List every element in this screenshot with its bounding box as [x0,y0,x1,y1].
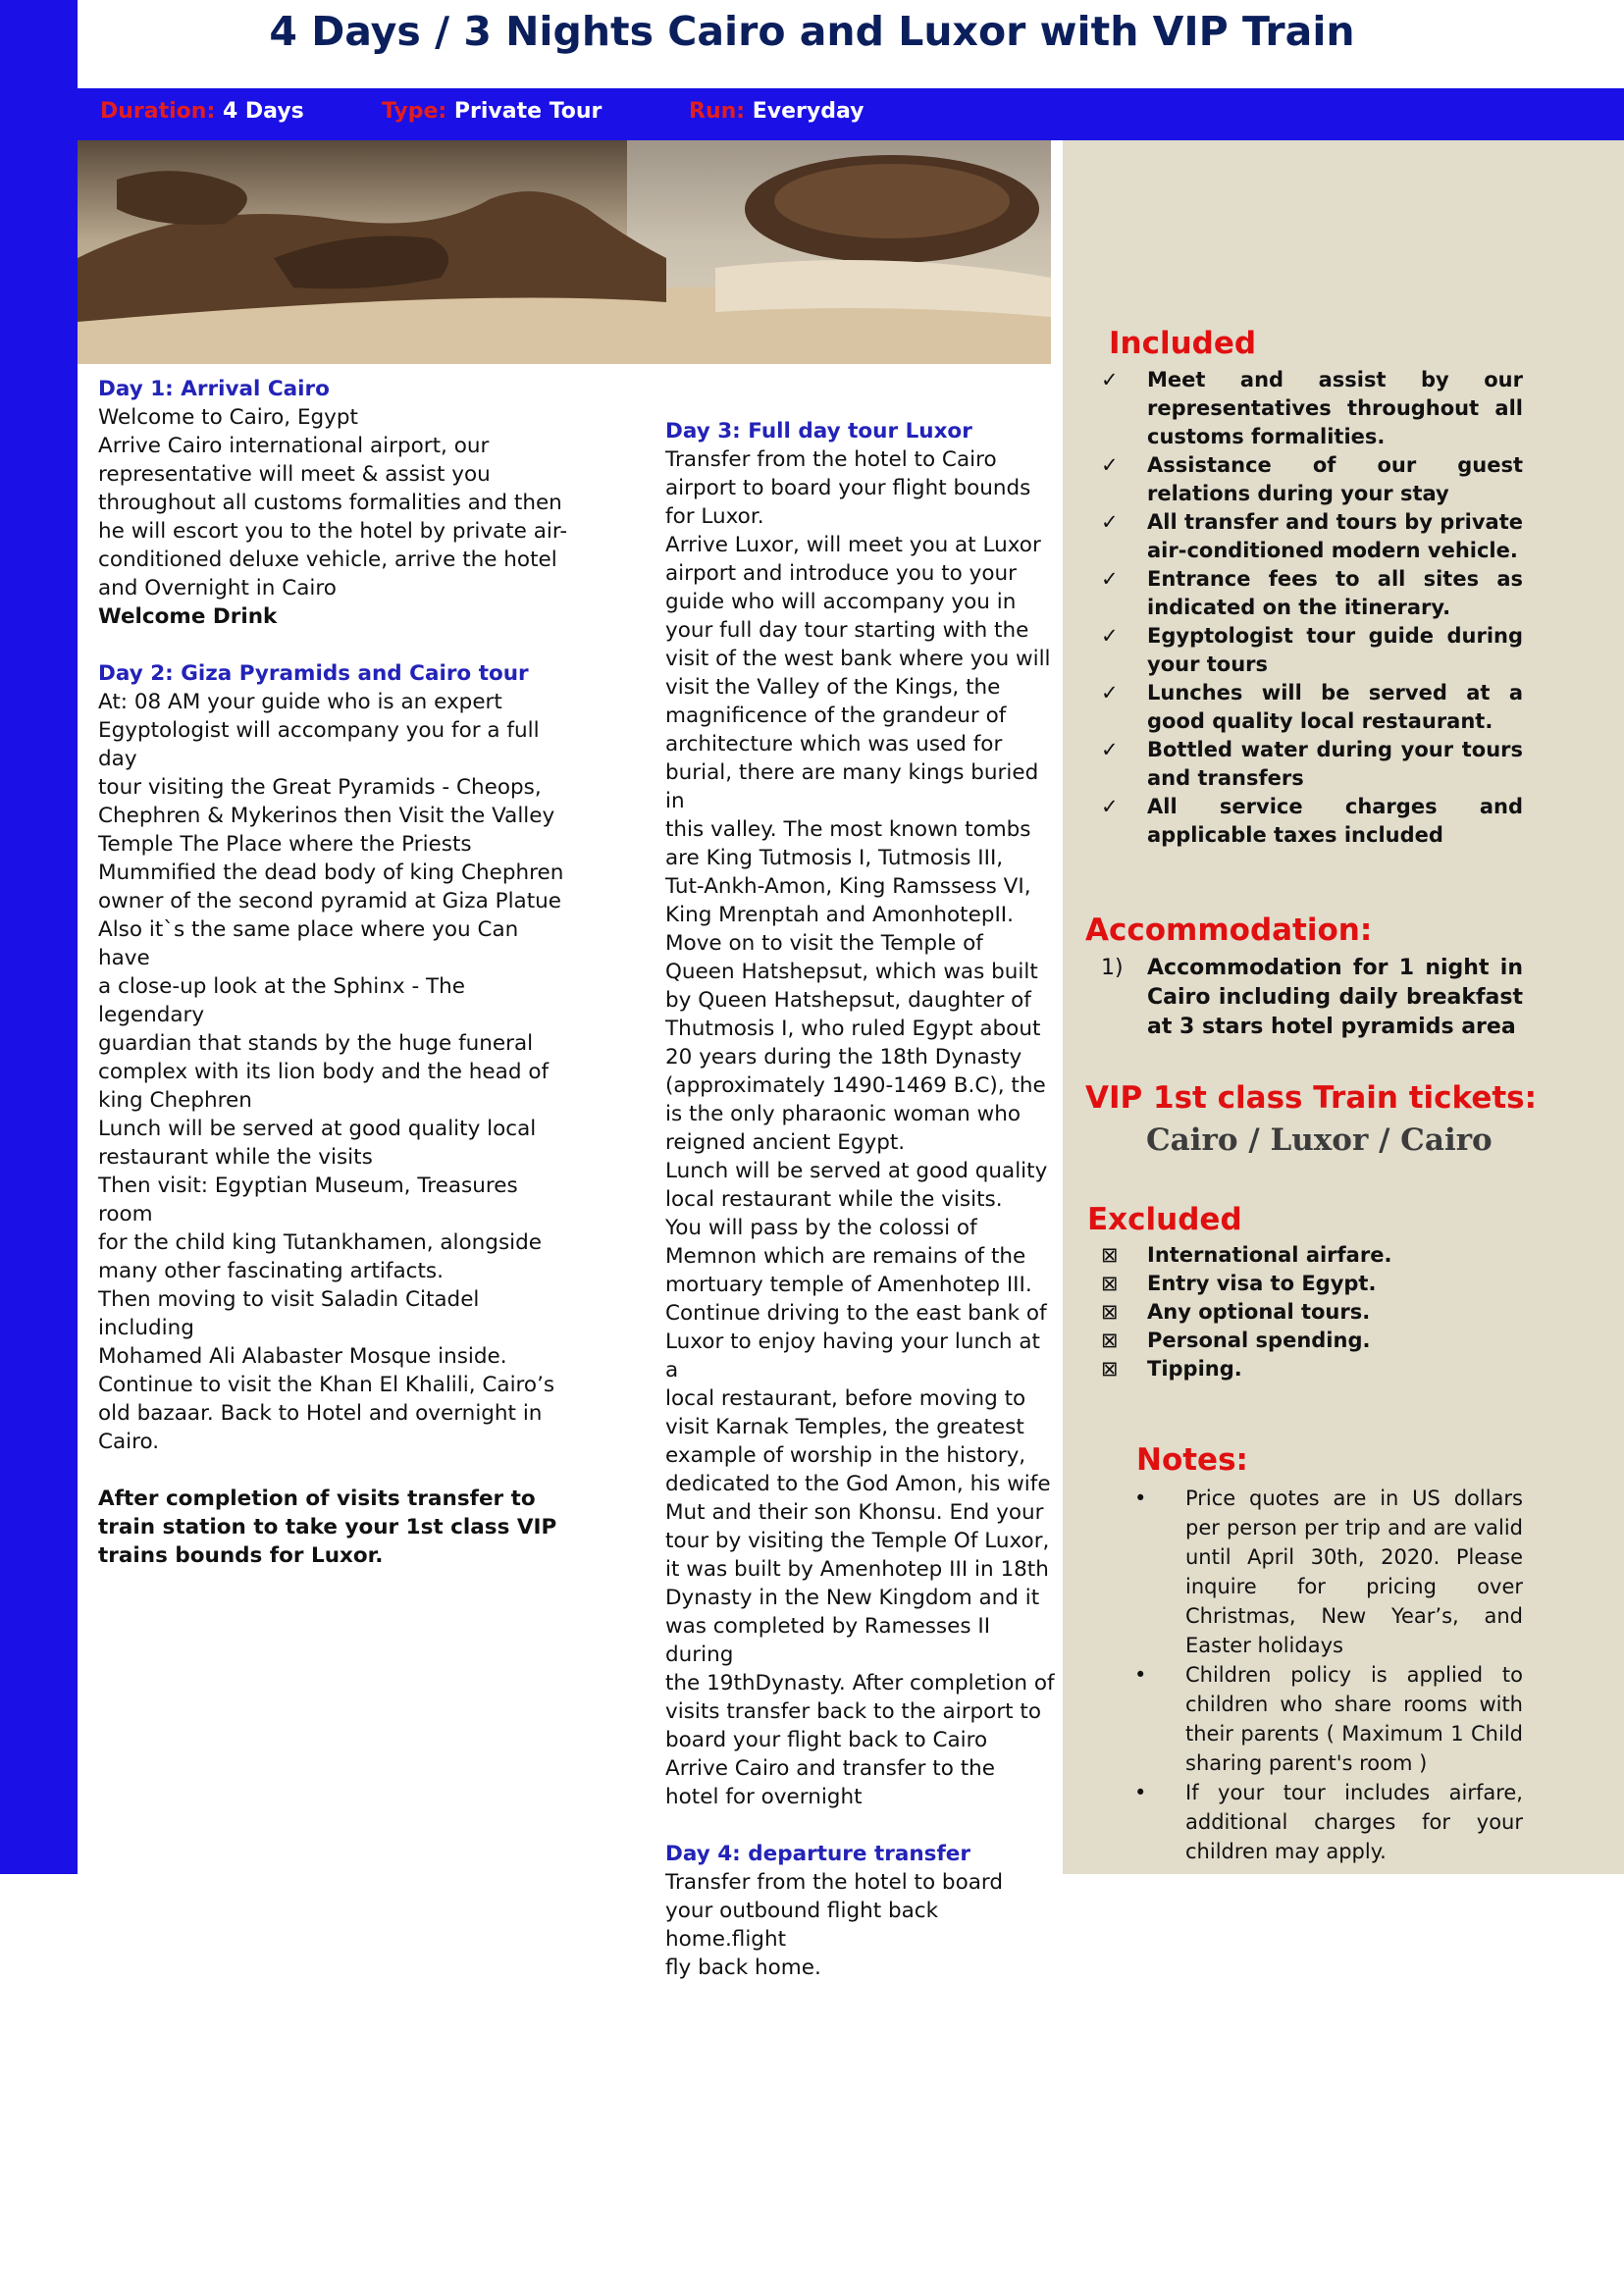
day1-line: throughout all customs formalities and then [98,491,562,515]
run-value: Everyday [752,99,864,124]
train-route: Cairo / Luxor / Cairo [1146,1122,1493,1158]
day1-line: representative will meet & assist you [98,462,491,487]
day3-line: this valley. The most known tombs [665,817,1031,842]
day2-line: tour visiting the Great Pyramids - Cheops, [98,775,542,800]
included-item: ✓ Egyptologist tour guide during your tours [1101,624,1523,676]
duration-label: Duration: [100,99,216,124]
day4-line: Transfer from the hotel to board [665,1870,1004,1895]
tour-info-bar [78,88,1624,140]
checkmark-icon: ✓ [1101,738,1119,761]
mummy-illustration [78,140,1051,364]
day2-line: king Chephren [98,1088,252,1113]
duration-info [100,99,304,124]
day2-after-line: train station to take your 1st class VIP [98,1515,557,1539]
note-item: • Price quotes are in US dollars per person per trip and are valid until April 30th, 2020. Please inquire for pricing over Christmas, New Year’s, and Easter holidays [1130,1484,1523,1660]
accommodation-list [1094,954,1523,1042]
included-item: ✓ Meet and assist by our representatives throughout all customs formalities. [1101,368,1523,448]
day3-line: burial, there are many kings buried in [665,760,1039,813]
day3-line: 20 years during the 18th Dynasty [665,1045,1022,1069]
notes-heading: Notes: [1136,1442,1248,1478]
excluded-item: ⊠ International airfare. [1094,1241,1523,1270]
included-item: ✓ Assistance of our guest relations during your stay [1101,453,1523,505]
included-list [1094,366,1523,850]
day2-line: Mohamed Ali Alabaster Mosque inside. [98,1344,507,1369]
day3-line: dedicated to the God Amon, his wife [665,1472,1051,1496]
run-label: Run: [689,99,746,124]
bullet-icon: • [1134,1663,1147,1687]
excluded-list [1094,1241,1523,1383]
day3-line: reigned ancient Egypt. [665,1130,906,1155]
day3-line: tour by visiting the Temple Of Luxor, [665,1529,1050,1553]
day2-line: for the child king Tutankhamen, alongside [98,1230,542,1255]
day3-line: your full day tour starting with the [665,618,1029,643]
boxed-x-icon: ⊠ [1101,1329,1119,1352]
train-heading: VIP 1st class Train tickets: [1085,1080,1538,1116]
day3-line: was completed by Ramesses II during [665,1614,991,1667]
day3-line: Continue driving to the east bank of [665,1301,1047,1326]
day2-line: guardian that stands by the huge funeral [98,1031,534,1056]
day3-line: Thutmosis I, who ruled Egypt about [665,1017,1041,1041]
day3-line: mortuary temple of Amenhotep III. [665,1273,1032,1297]
included-item: ✓ Entrance fees to all sites as indicated on the itinerary. [1101,567,1523,619]
day3-line: visit of the west bank where you will [665,647,1051,671]
day2-line: Then visit: Egyptian Museum, Treasures room [98,1174,518,1226]
day1-welcome-drink: Welcome Drink [98,604,278,629]
day3-title: Day 3: Full day tour Luxor [665,419,972,443]
day1-line: Welcome to Cairo, Egypt [98,405,358,430]
excluded-item: ⊠ Entry visa to Egypt. [1094,1270,1523,1298]
day3-line: guide who will accompany you in [665,590,1017,614]
day1-line: conditioned deluxe vehicle, arrive the hotel [98,548,557,572]
checkmark-icon: ✓ [1101,795,1119,818]
day2-line: many other fascinating artifacts. [98,1259,444,1283]
day2-line: owner of the second pyramid at Giza Platue [98,889,562,913]
day2-line: Lunch will be served at good quality local [98,1117,537,1141]
day3-line: example of worship in the history, [665,1443,1026,1468]
hero-image-mummy [78,140,1051,364]
day3-line: You will pass by the colossi of [665,1216,977,1240]
checkmark-icon: ✓ [1101,453,1119,477]
boxed-x-icon: ⊠ [1101,1243,1119,1267]
day3-line: board your flight back to Cairo [665,1728,988,1752]
day3-line: airport to board your flight bounds [665,476,1031,500]
notes-list [1130,1484,1523,1866]
accommodation-item: 1) Accommodation for 1 night in Cairo including daily breakfast at 3 stars hotel pyramids area [1101,956,1523,1039]
day3-line: the 19thDynasty. After completion of [665,1671,1055,1695]
excluded-item: ⊠ Personal spending. [1094,1327,1523,1355]
day3-line: Dynasty in the New Kingdom and it [665,1586,1040,1610]
note-item: • Children policy is applied to children who share rooms with their parents ( Maximum 1 Child sharing parent's room ) [1130,1660,1523,1778]
bullet-icon: • [1134,1781,1147,1804]
day2-line: old bazaar. Back to Hotel and overnight in [98,1401,543,1426]
included-item: ✓ All transfer and tours by private air-conditioned modern vehicle. [1101,510,1523,562]
day3-line: Tut-Ankh-Amon, King Ramssess VI, [665,874,1031,899]
middle-itinerary-column [665,417,1058,1982]
boxed-x-icon: ⊠ [1101,1300,1119,1324]
day3-line: Luxor to enjoy having your lunch at a [665,1330,1040,1382]
day3-line: local restaurant while the visits. [665,1187,1003,1212]
day2-after-line: After completion of visits transfer to [98,1487,536,1511]
day2-line: Mummified the dead body of king Chephren [98,861,564,885]
checkmark-icon: ✓ [1101,368,1119,391]
checkmark-icon: ✓ [1101,567,1119,591]
day2-after-line: trains bounds for Luxor. [98,1543,384,1568]
day3-line: airport and introduce you to your [665,561,1017,586]
day3-line: Move on to visit the Temple of [665,931,983,956]
included-heading: Included [1109,326,1257,361]
day3-line: is the only pharaonic woman who [665,1102,1021,1126]
run-info [689,99,864,124]
day3-line: Arrive Cairo and transfer to the [665,1756,996,1781]
day3-line: local restaurant, before moving to [665,1386,1026,1411]
day2-line: At: 08 AM your guide who is an expert [98,690,502,714]
day3-line: for Luxor. [665,504,764,529]
type-value: Private Tour [453,99,602,124]
checkmark-icon: ✓ [1101,510,1119,534]
day2-line: a close-up look at the Sphinx - The legendary [98,974,466,1027]
day3-line: visits transfer back to the airport to [665,1699,1042,1724]
day3-line: (approximately 1490-1469 B.C), the [665,1073,1046,1098]
type-label: Type: [382,99,447,124]
day2-line: Chephren & Mykerinos then Visit the Valley [98,804,555,828]
included-item: ✓ Bottled water during your tours and transfers [1101,738,1523,790]
day3-line: visit Karnak Temples, the greatest [665,1415,1024,1439]
day2-line: complex with its lion body and the head of [98,1060,550,1084]
excluded-heading: Excluded [1087,1202,1242,1237]
day2-line: Also it`s the same place where you Can have [98,917,519,970]
day4-title: Day 4: departure transfer [665,1842,970,1866]
left-itinerary-column [98,375,569,1570]
day3-line: Lunch will be served at good quality [665,1159,1048,1183]
day2-line: Continue to visit the Khan El Khalili, Cairo’s [98,1373,555,1397]
checkmark-icon: ✓ [1101,681,1119,704]
day3-line: Queen Hatshepsut, which was built [665,960,1038,984]
day2-title: Day 2: Giza Pyramids and Cairo tour [98,661,529,686]
day1-line: he will escort you to the hotel by private air- [98,519,568,544]
day3-line: King Mrenptah and AmonhotepII. [665,903,1014,927]
note-item: • If your tour includes airfare, additional charges for your children may apply. [1130,1778,1523,1866]
page-title: 4 Days / 3 Nights Cairo and Luxor with VIP Train [269,8,1355,55]
excluded-item: ⊠ Tipping. [1094,1355,1523,1383]
day3-line: are King Tutmosis I, Tutmosis III, [665,846,1004,870]
day2-line: Egyptologist will accompany you for a full day [98,718,540,771]
included-item: ✓ All service charges and applicable taxes included [1101,795,1523,847]
day3-line: Transfer from the hotel to Cairo [665,447,997,472]
day3-line: Mut and their son Khonsu. End your [665,1500,1044,1525]
accommodation-heading: Accommodation: [1085,913,1373,948]
day3-line: magnificence of the grandeur of [665,704,1007,728]
day1-line: Arrive Cairo international airport, our [98,434,490,458]
bullet-icon: • [1134,1487,1147,1510]
day3-line: visit the Valley of the Kings, the [665,675,1001,700]
day3-line: hotel for overnight [665,1785,863,1809]
excluded-item: ⊠ Any optional tours. [1094,1298,1523,1327]
day2-line: Cairo. [98,1430,160,1454]
included-item: ✓ Lunches will be served at a good quality local restaurant. [1101,681,1523,733]
day3-line: it was built by Amenhotep III in 18th [665,1557,1049,1582]
list-number: 1) [1101,956,1124,980]
day4-line: fly back home. [665,1956,821,1980]
day3-line: architecture which was used for [665,732,1003,756]
type-info [382,99,602,124]
left-accent-bar [0,0,78,1874]
day2-line: Then moving to visit Saladin Citadel including [98,1287,480,1340]
day3-line: by Queen Hatshepsut, daughter of [665,988,1031,1013]
day3-line: Arrive Luxor, will meet you at Luxor [665,533,1041,557]
duration-value: 4 Days [222,99,304,124]
day2-line: restaurant while the visits [98,1145,373,1170]
day4-line: your outbound flight back home.flight [665,1899,939,1952]
day2-line: Temple The Place where the Priests [98,832,472,857]
boxed-x-icon: ⊠ [1101,1357,1119,1381]
day3-line: Memnon which are remains of the [665,1244,1026,1269]
checkmark-icon: ✓ [1101,624,1119,648]
day1-title: Day 1: Arrival Cairo [98,377,330,401]
day1-line: and Overnight in Cairo [98,576,337,600]
boxed-x-icon: ⊠ [1101,1272,1119,1295]
